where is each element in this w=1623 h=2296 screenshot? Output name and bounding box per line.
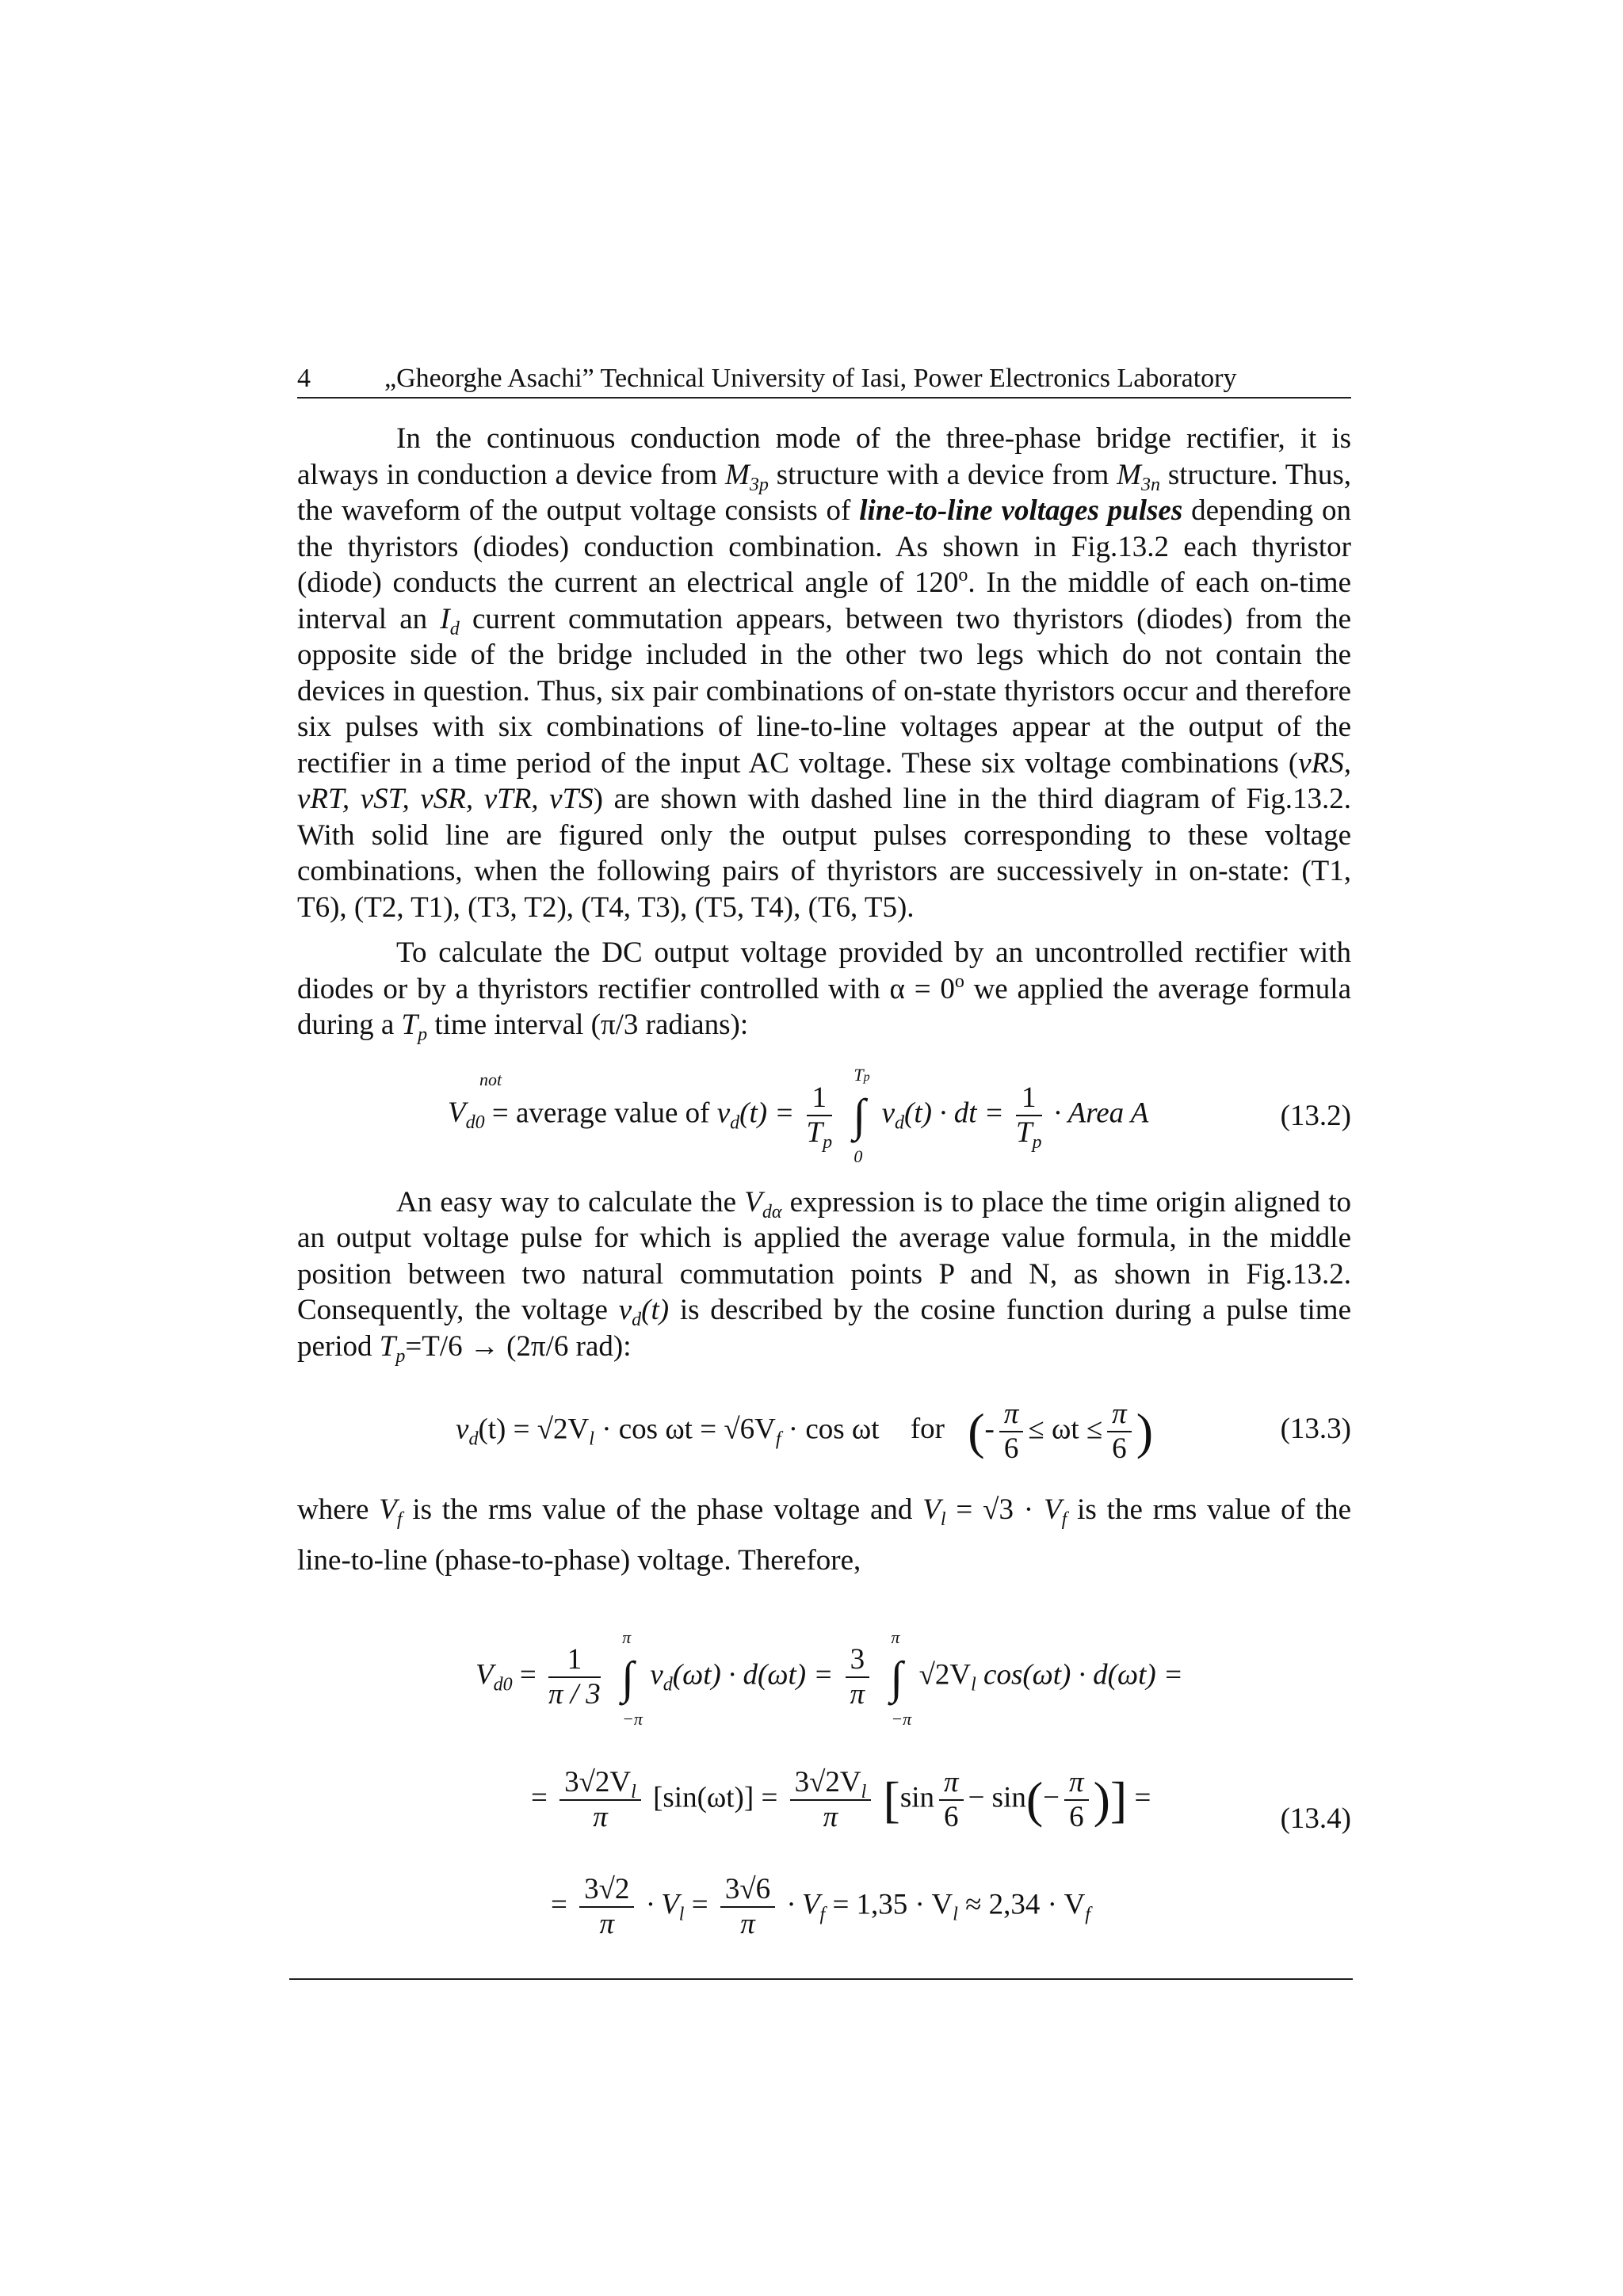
- thyristor-pairs: (T1, T6), (T2, T1), (T3, T2), (T4, T3), (T5, T4), (T6, T5).: [297, 855, 1351, 924]
- paragraph-4: where $V_f$ is the rms value of the phase voltage and $V_l = √3 \cdot V_f$ is the rms value of the line-to-line (phase-to-phase) voltage. Therefore,: [297, 1493, 1351, 1577]
- paragraph-1: In the continuous conduction mode of the three-phase bridge rectifier, it is always in conduction a device from $M_{3p}$ structure with a device from $M_{3n}$ structure. Thus, the waveform of the output voltage consists of line-to-line voltages pulses depending on the thyristors (diodes) conduction combination. As shown in Fig.13.2 each thyristor (diode) conducts the current an electrical angle of 120$^o$. In the middle of each on-time interval an $I_d$ current commutation appears, between two thyristors (diodes) from the opposite side of the bridge included in the other two legs which do not contain the devices in question. Thus, six pair combinations of on-state thyristors occur and therefore six pulses with six combinations of line-to-line voltages appear at the output of the rectifier in a time period of the input AC voltage. These six voltage combinations (vRS, vRT, vST, vSR, vTR, vTS) are shown with dashed line in the third diagram of Fig.13.2. With solid line are figured only the output pulses corresponding to these voltage combinations, when the following pairs of thyristors are successively in on-state: (T1, T6), (T2, T1), (T3, T2), (T4, T3), (T5, T4), (T6, T5).: [297, 422, 1351, 924]
- equation-13-4: [297, 1604, 1351, 1952]
- equation-line-3: = $\frac{3√2}{\pi}$ · $V_l$ = $\frac{3√6}{\pi}$ · $V_f = 1,35 \cdot V_l \approx 2,34 \cdot V_f$: [551, 1873, 1090, 1940]
- equation-13-2: $V_{d0}$ not = average value of $v_d(t)$ = $\frac{1}{T_p}$ ∫ Tp 0 $v_d(t)$ · dt = $\frac{1}{T_p}$ · Area A (13.2): [448, 1065, 1351, 1166]
- running-header: [297, 360, 1351, 399]
- equation-line-1: $V_{d0}$ = $\frac{1}{\pi / 3}$ ∫ π −π $v_d(\omega t) \cdot d(\omega t)$ = $\frac{3}{\pi}$ ∫ π −π $√2V_l$ cos(ωt) · d(ωt) =: [475, 1627, 1183, 1729]
- equation-number: (13.2): [1280, 1099, 1351, 1132]
- equation-line-2: = $\frac{3√2V_l}{\pi}$ [sin(ωt)] = $\frac{3√2V_l}{\pi}$ [sin $\frac{\pi}{6}$ − sin(− $\frac{\pi}{6}$ )] =: [531, 1766, 1151, 1833]
- paragraph-2: To calculate the DC output voltage provided by an uncontrolled rectifier with diodes or by a thyristors rectifier controlled with $\alpha = 0^o$ we applied the average formula during a $T_p$ time interval (π/3 radians):: [297, 936, 1352, 1045]
- voltage-list: vRS, vRT, vST, vSR, vTR, vTS: [297, 746, 1351, 815]
- page-number: 4: [297, 364, 311, 393]
- equation-number: (13.4): [1280, 1802, 1351, 1835]
- page-content: [297, 360, 1351, 1952]
- paragraph-3: An easy way to calculate the $V_{d\alpha}$ expression is to place the time origin aligned to an output voltage pulse for which is applied the average value formula, in the middle position between two natural commutation points P and N, as shown in Fig.13.2. Consequently, the voltage $v_d(t)$ is described by the cosine function during a pulse time period $T_p=T/6 \to (2\pi/6$ rad):: [297, 1185, 1352, 1367]
- equation-number: (13.3): [1280, 1413, 1351, 1445]
- header-title: „Gheorghe Asachi” Technical University of Iasi, Power Electronics Laboratory: [384, 364, 1237, 393]
- emphasis-text: line-to-line voltages pulses: [859, 494, 1183, 527]
- equation-13-3: $v_d(t) = √2V_l \cdot \cos \omega t = √6V_f \cdot \cos \omega t$ for (- $\frac{\pi}{6}$ ≤ ωt ≤ $\frac{\pi}{6}$ ) (13.3): [456, 1398, 1351, 1465]
- footer-rule: [289, 1978, 1353, 1980]
